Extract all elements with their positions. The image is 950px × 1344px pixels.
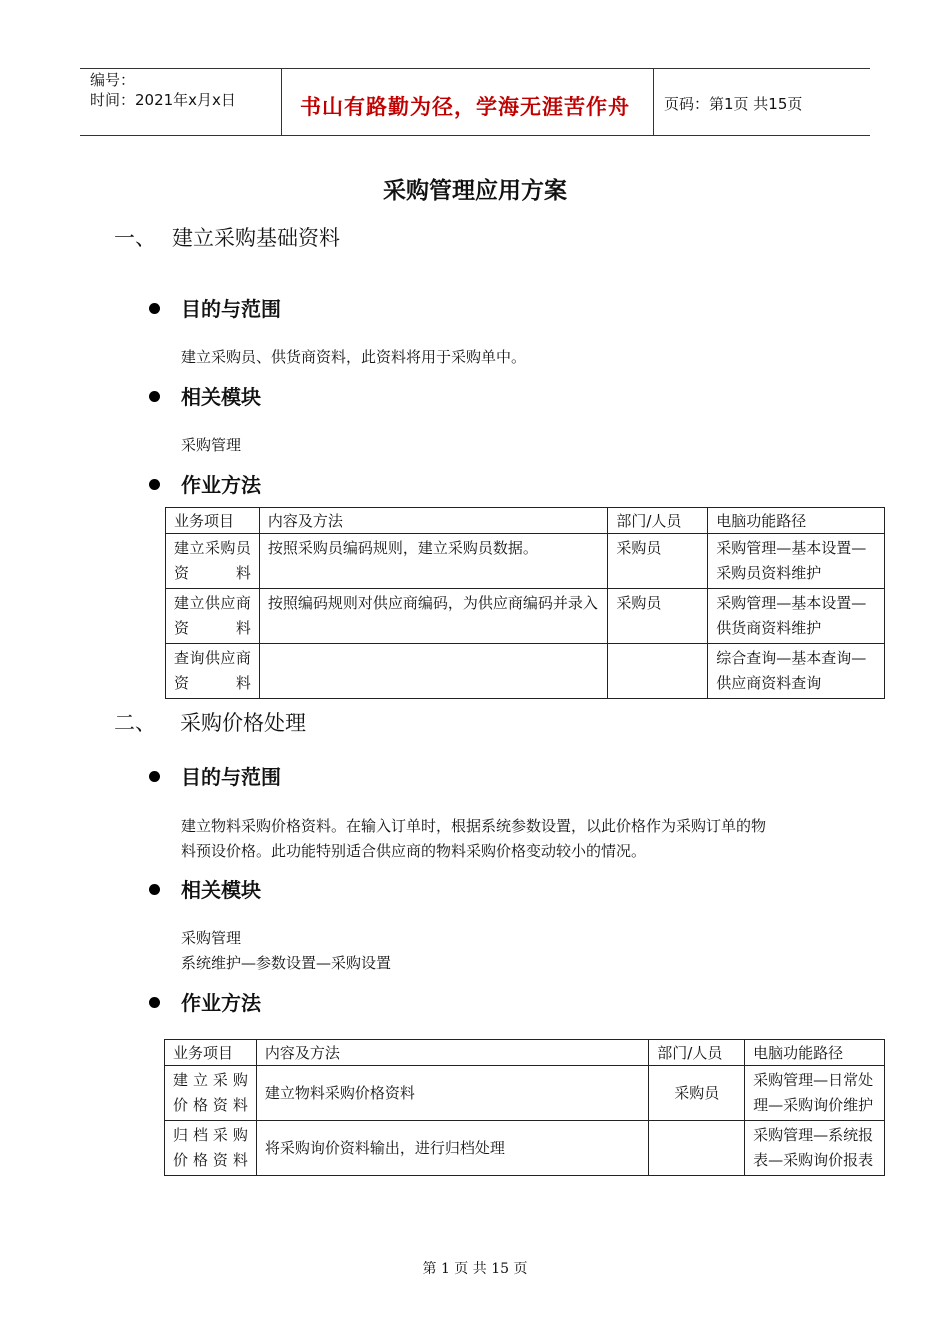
purpose-text-line-2: 料预设价格。此功能特别适合供应商的物料采购价格变动较小的情况。 (181, 842, 647, 860)
document-title: 采购管理应用方案 (383, 178, 567, 204)
header-page-info: 页码：第1页 共15页 (664, 95, 803, 113)
subheading-label: 相关模块 (181, 878, 261, 902)
table-cell: 采购员 (649, 1066, 745, 1121)
subheading-method (149, 987, 261, 1016)
header-motto: 书山有路勤为径，学海无涯苦作舟 (300, 95, 630, 119)
header-bottom-rule (80, 135, 870, 136)
subheading-label: 作业方法 (181, 473, 261, 497)
table-cell (608, 644, 708, 699)
table-cell: 建立采购价格资料 (165, 1066, 257, 1121)
table-row (166, 644, 885, 699)
section-title: 采购价格处理 (180, 711, 306, 735)
table-row (165, 1066, 885, 1121)
table-cell: 建立采购员资料 (166, 534, 260, 589)
table-header-cell: 内容及方法 (259, 508, 607, 534)
table-cell: 按照编码规则对供应商编码，为供应商编码并录入 (259, 589, 607, 644)
table-cell: 按照采购员编码规则，建立采购员数据。 (259, 534, 607, 589)
table-header-cell: 内容及方法 (256, 1040, 648, 1066)
section-heading (114, 707, 306, 737)
module-text-line-1: 采购管理 (181, 929, 242, 947)
subheading-module (149, 381, 261, 410)
page-footer: 第 1 页 共 15 页 (422, 1261, 528, 1277)
method-table-1 (165, 507, 885, 699)
table-cell: 建立物料采购价格资料 (256, 1066, 648, 1121)
header-top-rule (80, 68, 870, 69)
subheading-purpose (149, 293, 281, 322)
table-cell: 采购管理—系统报表—采购询价报表 (745, 1121, 885, 1176)
module-text-line-2: 系统维护—参数设置—采购设置 (181, 954, 392, 972)
header-number-label: 编号： (90, 71, 136, 89)
purpose-text-line-1: 建立物料采购价格资料。在输入订单时，根据系统参数设置，以此价格作为采购订单的物 (181, 817, 767, 835)
table-row (166, 534, 885, 589)
table-header-cell: 部门/人员 (649, 1040, 745, 1066)
table-header-cell: 部门/人员 (608, 508, 708, 534)
table-cell: 建立供应商资料 (166, 589, 260, 644)
section-heading (114, 222, 340, 252)
bullet-icon (149, 997, 160, 1008)
bullet-icon (149, 391, 160, 402)
subheading-label: 相关模块 (181, 385, 261, 409)
table-cell: 采购员 (608, 534, 708, 589)
subheading-label: 目的与范围 (181, 297, 281, 321)
table-row (166, 589, 885, 644)
header-time-label: 时间：2021年x月x日 (90, 91, 236, 109)
table-cell: 查询供应商资料 (166, 644, 260, 699)
table-cell: 采购员 (608, 589, 708, 644)
subheading-purpose (149, 761, 281, 790)
table-cell: 采购管理—基本设置—采购员资料维护 (708, 534, 885, 589)
table-cell: 将采购询价资料输出，进行归档处理 (256, 1121, 648, 1176)
table-cell (649, 1121, 745, 1176)
method-table-2 (164, 1039, 885, 1176)
bullet-icon (149, 884, 160, 895)
header-divider-right (653, 69, 654, 136)
table-header-cell: 业务项目 (166, 508, 260, 534)
subheading-label: 目的与范围 (181, 765, 281, 789)
purpose-text: 建立采购员、供货商资料，此资料将用于采购单中。 (181, 348, 527, 366)
table-cell (259, 644, 607, 699)
section-title: 建立采购基础资料 (172, 226, 340, 250)
table-header-row (165, 1040, 885, 1066)
table-header-cell: 电脑功能路径 (745, 1040, 885, 1066)
bullet-icon (149, 771, 160, 782)
table-header-cell: 业务项目 (165, 1040, 257, 1066)
module-text: 采购管理 (181, 436, 242, 454)
section-number: 一、 (114, 226, 156, 250)
table-header-cell: 电脑功能路径 (708, 508, 885, 534)
bullet-icon (149, 479, 160, 490)
table-cell: 采购管理—基本设置—供货商资料维护 (708, 589, 885, 644)
header-divider-left (281, 69, 282, 136)
table-row (165, 1121, 885, 1176)
subheading-method (149, 469, 261, 498)
bullet-icon (149, 303, 160, 314)
subheading-label: 作业方法 (181, 991, 261, 1015)
subheading-module (149, 874, 261, 903)
table-header-row (166, 508, 885, 534)
table-cell: 综合查询—基本查询—供应商资料查询 (708, 644, 885, 699)
table-cell: 归档采购价格资料 (165, 1121, 257, 1176)
table-cell: 采购管理—日常处理—采购询价维护 (745, 1066, 885, 1121)
section-number: 二、 (114, 711, 156, 735)
